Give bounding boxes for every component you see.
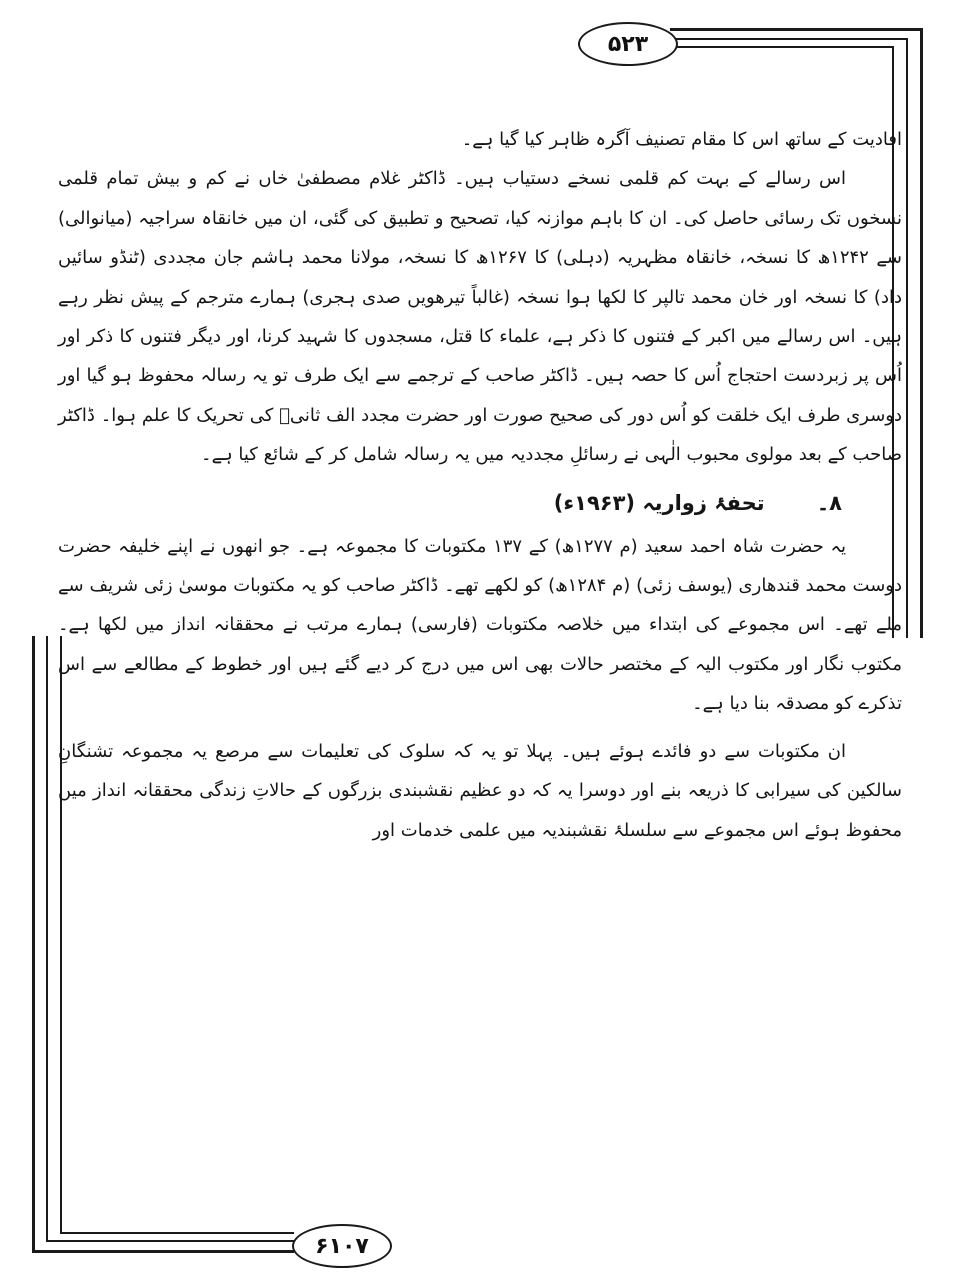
top-page-number-badge — [578, 22, 678, 66]
frame-left-line-1 — [32, 636, 35, 1252]
bottom-page-number-badge — [292, 1224, 392, 1268]
frame-bottom-line-3 — [60, 1232, 294, 1234]
section-title: تحفۂ زواریہ (۱۹۶۳ء) — [553, 490, 765, 515]
frame-top-line-3 — [670, 46, 894, 48]
paragraph-1: افادیت کے ساتھ اس کا مقام تصنیف آگرہ ظاہر کیا گیا ہے۔ — [461, 129, 902, 150]
paragraph-3: یہ حضرت شاہ احمد سعید (م ۱۲۷۷ھ) کے ۱۳۷ مکتوبات کا مجموعہ ہے۔ جو انھوں نے اپنے خلیفہ حضرت دوست محمد قندھاری (یوسف زئی) (م ۱۲۸۴ھ) کو لکھے تھے۔ ڈاکٹر صاحب کو یہ مکتوبات موسیٰ زئی شریف سے ملے تھے۔ اس مجموعے کی ابتداء میں خلاصہ مکتوبات (فارسی) ہمارے مرتب نے محققانہ انداز میں لکھا ہے۔ مکتوب نگار اور مکتوب الیہ کے مختصر حالات بھی اس میں درج کر دیے گئے ہیں اور خطوط کے مطالعے سے اس تذکرے کو مصدقہ بنا دیا ہے۔ — [58, 535, 903, 715]
frame-right-line-2 — [906, 38, 908, 638]
bottom-page-number: ۶۱۰۷ — [315, 1233, 369, 1259]
frame-right-line-1 — [920, 28, 923, 638]
page-body — [58, 120, 902, 1217]
frame-bottom-line-1 — [32, 1250, 294, 1253]
frame-top-line-1 — [670, 28, 922, 31]
frame-left-line-2 — [46, 636, 48, 1242]
paragraph-2: اس رسالے کے بہت کم قلمی نسخے دستیاب ہیں۔ ڈاکٹر غلام مصطفیٰ خاں نے کم و بیش تمام قلمی نسخوں تک رسائی حاصل کی۔ ان کا باہم موازنہ کیا، تصحیح و تطبیق کی گئی، ان میں خانقاہ سراجیہ (میانوالی) سے ۱۲۴۲ھ کا نسخہ، خانقاہ مظہریہ (دہلی) کا ۱۲۶۷ھ کا نسخہ، مولانا محمد ہاشم جان مجددی (ٹنڈو سائیں داد) کا نسخہ اور خان محمد تالپر کا لکھا ہوا نسخہ (غالباً تیرھویں صدی ہجری) ہمارے مترجم کے پیش نظر رہے ہیں۔ اس رسالے میں اکبر کے فتنوں کا ذکر ہے، علماء کا قتل، مسجدوں کا شہید کرنا، اور دیگر فتنوں کا ذکر اور اُس پر زبردست احتجاج اُس کا حصہ ہیں۔ ڈاکٹر صاحب کے ترجمے سے ایک طرف تو یہ رسالہ محفوظ ہو گیا اور دوسری طرف ایک خلقت کو اُس دور کی صحیح صورت اور حضرت مجدد الف ثانیؒ کی تحریک کا علم ہوا۔ ڈاکٹر صاحب کے بعد مولوی محبوب الٰہی نے رسائلِ مجددیہ میں یہ رسالہ شامل کر کے شائع کیا ہے۔ — [58, 168, 903, 466]
frame-top-line-2 — [670, 38, 908, 40]
section-number: ۸۔ — [816, 490, 842, 515]
frame-bottom-line-2 — [46, 1240, 294, 1242]
top-page-number: ۵۲۳ — [607, 31, 649, 57]
paragraph-4: ان مکتوبات سے دو فائدے ہوئے ہیں۔ پہلا تو یہ کہ سلوک کی تعلیمات سے مرصع یہ مجموعہ تشنگانِ سالکین کی سیرابی کا ذریعہ بنے اور دوسرا یہ کہ دو عظیم نقشبندی بزرگوں کے حالاتِ زندگی محققانہ انداز میں محفوظ ہوئے اس مجموعے سے سلسلۂ نقشبندیہ میں علمی خدمات اور — [58, 740, 902, 841]
section-heading — [58, 483, 902, 523]
